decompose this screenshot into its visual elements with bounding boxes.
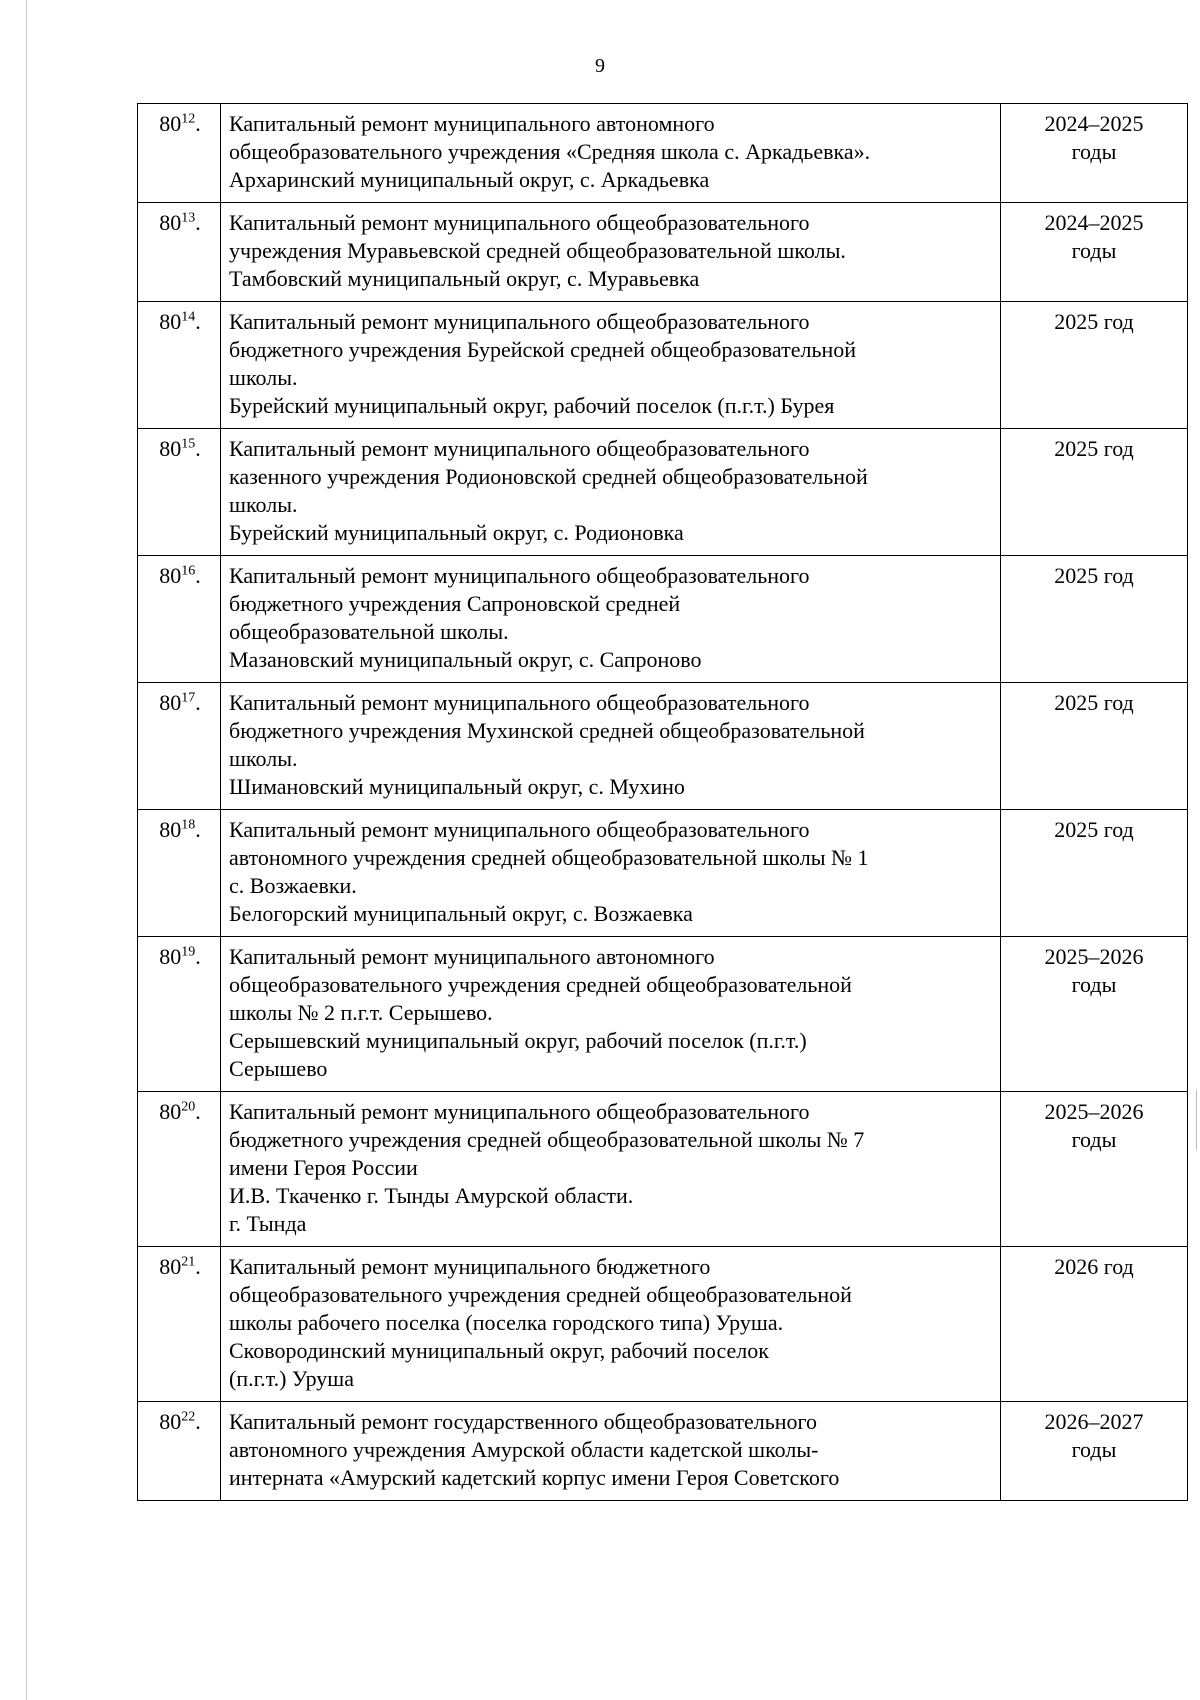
row-period: 2026–2027 годы xyxy=(1001,1402,1188,1501)
row-description: Капитальный ремонт муниципального автономного общеобразовательного учреждения «Средняя школа с. Аркадьевка». Архаринский муниципальный округ, с. Аркадьевка xyxy=(221,104,1001,203)
row-number-dot: . xyxy=(195,1099,201,1124)
table-row xyxy=(138,937,1188,1092)
row-number-base: 80 xyxy=(159,309,182,334)
row-number-dot: . xyxy=(195,210,201,235)
page-number: 9 xyxy=(595,55,605,77)
works-table xyxy=(137,103,1188,1501)
table-row xyxy=(138,1247,1188,1402)
row-period: 2025 год xyxy=(1001,683,1188,810)
row-period: 2024–2025 годы xyxy=(1001,203,1188,302)
row-number-superscript: 12 xyxy=(181,111,196,127)
row-number xyxy=(138,104,221,203)
row-number xyxy=(138,810,221,937)
row-number xyxy=(138,556,221,683)
table-row xyxy=(138,810,1188,937)
row-description: Капитальный ремонт муниципального бюджетного общеобразовательного учреждения средней общеобразовательной школы рабочего поселка (поселка городского типа) Уруша. Сковородинский муниципальный округ, рабочий поселок (п.г.т.) Уруша xyxy=(221,1247,1001,1402)
row-number-dot: . xyxy=(195,436,201,461)
row-period: 2025 год xyxy=(1001,556,1188,683)
row-number-base: 80 xyxy=(159,436,182,461)
table-row xyxy=(138,302,1188,429)
row-number-base: 80 xyxy=(159,563,182,588)
row-number-base: 80 xyxy=(159,1099,182,1124)
table-row xyxy=(138,683,1188,810)
works-table-body xyxy=(138,104,1188,1501)
table-row xyxy=(138,556,1188,683)
row-period: 2025 год xyxy=(1001,810,1188,937)
row-number-base: 80 xyxy=(159,690,182,715)
row-period: 2024–2025 годы xyxy=(1001,104,1188,203)
row-description: Капитальный ремонт муниципального общеобразовательного учреждения Муравьевской средней общеобразовательной школы. Тамбовский муниципальный округ, с. Муравьевка xyxy=(221,203,1001,302)
scan-edge-mark xyxy=(1196,1090,1197,1150)
row-description: Капитальный ремонт муниципального общеобразовательного бюджетного учреждения Бурейской средней общеобразовательной школы. Бурейский муниципальный округ, рабочий поселок (п.г.т.) Бурея xyxy=(221,302,1001,429)
row-number-superscript: 14 xyxy=(181,309,196,325)
row-period: 2025 год xyxy=(1001,302,1188,429)
row-period: 2025–2026 годы xyxy=(1001,1092,1188,1247)
row-description: Капитальный ремонт государственного общеобразовательного автономного учреждения Амурской области кадетской школы- интерната «Амурский кадетский корпус имени Героя Советского xyxy=(221,1402,1001,1501)
row-number-superscript: 21 xyxy=(181,1254,196,1270)
row-number xyxy=(138,1402,221,1501)
row-number xyxy=(138,1247,221,1402)
table-row xyxy=(138,203,1188,302)
row-description: Капитальный ремонт муниципального общеобразовательного бюджетного учреждения Сапроновской средней общеобразовательной школы. Мазановский муниципальный округ, с. Сапроново xyxy=(221,556,1001,683)
row-number-dot: . xyxy=(195,690,201,715)
table-row xyxy=(138,429,1188,556)
row-number xyxy=(138,203,221,302)
row-number-dot: . xyxy=(195,1254,201,1279)
table-row xyxy=(138,1092,1188,1247)
row-number-superscript: 20 xyxy=(181,1099,196,1115)
row-number xyxy=(138,302,221,429)
row-number-superscript: 18 xyxy=(181,817,196,833)
row-number xyxy=(138,937,221,1092)
row-number-superscript: 15 xyxy=(181,436,196,452)
row-number-superscript: 22 xyxy=(181,1409,196,1425)
row-number xyxy=(138,1092,221,1247)
row-number-superscript: 17 xyxy=(181,690,196,706)
row-description: Капитальный ремонт муниципального общеобразовательного бюджетного учреждения средней общеобразовательной школы № 7 имени Героя России И.В. Ткаченко г. Тынды Амурской области. г. Тында xyxy=(221,1092,1001,1247)
row-description: Капитальный ремонт муниципального общеобразовательного казенного учреждения Родионовской средней общеобразовательной школы. Бурейский муниципальный округ, с. Родионовка xyxy=(221,429,1001,556)
table-row xyxy=(138,104,1188,203)
row-number-base: 80 xyxy=(159,1254,182,1279)
table-row xyxy=(138,1402,1188,1501)
row-number-dot: . xyxy=(195,1409,201,1434)
row-number-base: 80 xyxy=(159,111,182,136)
row-number xyxy=(138,683,221,810)
row-number xyxy=(138,429,221,556)
row-period: 2026 год xyxy=(1001,1247,1188,1402)
row-number-superscript: 13 xyxy=(181,210,196,226)
row-number-dot: . xyxy=(195,309,201,334)
row-number-dot: . xyxy=(195,944,201,969)
row-number-superscript: 16 xyxy=(181,563,196,579)
row-description: Капитальный ремонт муниципального автономного общеобразовательного учреждения средней общеобразовательной школы № 2 п.г.т. Серышево. Серышевский муниципальный округ, рабочий поселок (п.г.т.) Серышево xyxy=(221,937,1001,1092)
row-period: 2025–2026 годы xyxy=(1001,937,1188,1092)
row-description: Капитальный ремонт муниципального общеобразовательного автономного учреждения средней общеобразовательной школы № 1 с. Возжаевки. Белогорский муниципальный округ, с. Возжаевка xyxy=(221,810,1001,937)
row-number-base: 80 xyxy=(159,817,182,842)
row-description: Капитальный ремонт муниципального общеобразовательного бюджетного учреждения Мухинской средней общеобразовательной школы. Шимановский муниципальный округ, с. Мухино xyxy=(221,683,1001,810)
row-number-dot: . xyxy=(195,817,201,842)
row-number-dot: . xyxy=(195,563,201,588)
row-number-base: 80 xyxy=(159,1409,182,1434)
row-number-base: 80 xyxy=(159,944,182,969)
row-number-base: 80 xyxy=(159,210,182,235)
row-number-superscript: 19 xyxy=(181,944,196,960)
row-number-dot: . xyxy=(195,111,201,136)
row-period: 2025 год xyxy=(1001,429,1188,556)
scan-edge-line xyxy=(26,0,27,1700)
